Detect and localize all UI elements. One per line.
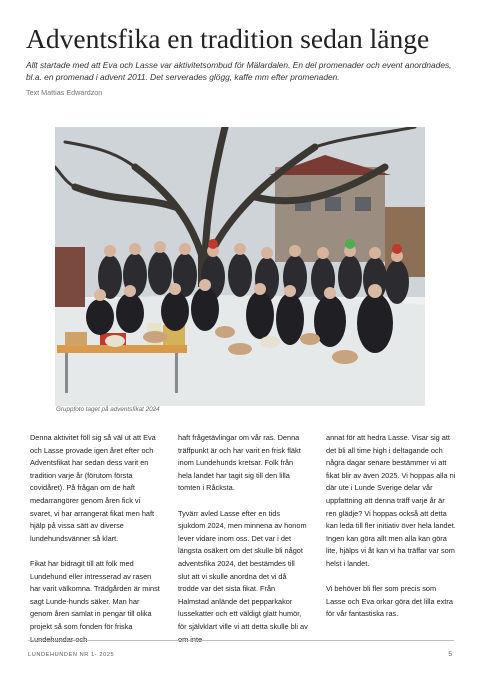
body-paragraph: annat för att hedra Lasse. Visar sig att det bli all time high i deltagande och några dagar senare bestämmer vi att fikat blir av även 2025. Vi hoppas alla ni där ute i Lunde Sverige delar vår uppfattning att denna träff varje år är ren glädje? Vi hoppas också att detta kan leda till fler initiativ över hela landet. Ingen kan göra allt men alla kan göra lite, hjälps vi åt kan vi ha träffar var som helst i landet. [326,433,456,568]
group-photo [55,127,425,406]
page-number: 5 [448,651,452,658]
body-paragraph: Vi behöver bli fler som precis som Lasse och Eva orkar göra det lilla extra för vår fantastiska ras. [326,584,453,619]
article-title: Adventsfika en tradition sedan länge [26,23,430,54]
body-column-2 [178,432,308,659]
photo-caption: Gruppfoto taget på adventsfikat 2024 [56,406,160,413]
footer-divider [28,640,454,641]
body-paragraph: Denna aktivitet föll sig så väl ut att Eva och Lasse provade igen året efter och Adventsfikat har sedan dess varit en tradition varje år (förutom första covidåret). På frågan om de haft medarrangörer genom åren fick vi svaret, vi har arrangerat fikat men haft hjälp på vissa sätt av diverse lundehundsvänner så klart. [30,433,156,543]
footer-publication: LUNDEHUNDEN NR 1- 2025 [28,652,115,658]
body-paragraph: Fikat har bidragit till att folk med Lundehund eller intresserad av rasen har varit välkomna. Trädgården är minst sagt Lunde-hunds säker. Man har genom åren samlat in pengar till olika projekt så som fonden för friska Lundehundar och [30,558,160,644]
body-paragraph: Tyvärr avled Lasse efter en tids sjukdom 2024, men minnena av honom lever vidare inom oss. Det var i det längsta osäkert om det skulle bli något adventsfika 2024, det bestämdes till slut att vi skulle anordna det vi då trodde var det sista fikat. Från Halmstad anlände det pepparkakor lussekatter och ett väldigt glatt humör, för självklart ville vi att detta skulle bli av om inte [178,508,308,644]
body-paragraph: haft frågetävlingar om vår ras. Denna träffpunkt är och har varit en frisk fläkt inom Lundehunds kretsar. Folk från hela landet har tagit sig till den lilla tomten i Råcksta. [178,433,301,493]
article-byline: Text Mattias Edwardzon [26,88,103,97]
body-column-1 [30,432,160,659]
body-column-3 [326,432,456,659]
article-lead: Allt startade med att Eva och Lasse var aktivitetsombud för Mälardalen. En del promenader och event anordnades, bl.a. en promenad i advent 2011. Det serverades glögg, kaffe mm efter promenaden. [26,60,452,83]
article-body [30,432,456,644]
